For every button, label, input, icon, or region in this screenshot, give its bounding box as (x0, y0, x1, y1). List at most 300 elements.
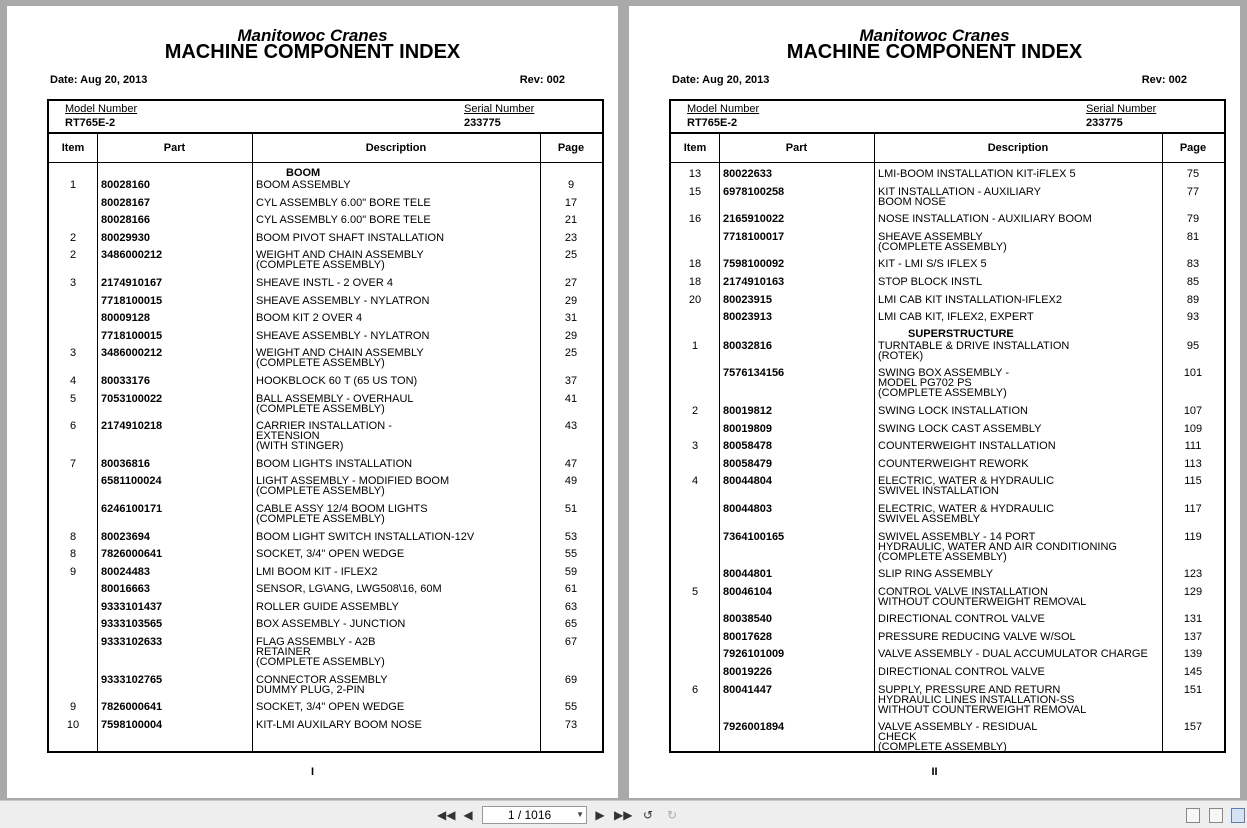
part-number-cell: 80044804 (723, 475, 772, 488)
table-row (49, 531, 602, 542)
page-cell: 21 (564, 214, 578, 227)
column-header-page: Page (1179, 142, 1207, 154)
table-row (49, 232, 602, 243)
column-header-page: Page (557, 142, 585, 154)
table-row (671, 367, 1224, 398)
part-number-cell: 7598100092 (723, 258, 785, 271)
page-cell: 85 (1186, 275, 1200, 288)
description-cell: SHEAVE INSTL - 2 OVER 4 (256, 276, 393, 289)
description-cell: LMI-BOOM INSTALLATION KIT-iFLEX 5 (878, 168, 1076, 180)
page-cell: 139 (1183, 648, 1203, 661)
table-row (671, 613, 1224, 624)
page-cell: 63 (564, 600, 578, 613)
page-cell: 31 (564, 312, 578, 325)
model-number-value: RT765E-2 (687, 117, 738, 129)
part-number-cell: 2174910167 (101, 276, 163, 289)
item-cell: 7 (69, 457, 77, 470)
single-page-view-icon[interactable] (1186, 808, 1200, 823)
description-cell: HOOKBLOCK 60 T (65 US TON) (256, 374, 418, 387)
page-cell: 27 (564, 276, 578, 289)
part-number-cell: 7598100004 (101, 718, 163, 731)
item-cell: 13 (688, 168, 702, 180)
part-number-cell: 80028167 (101, 196, 150, 209)
page-cell: 101 (1183, 367, 1203, 380)
item-cell: 18 (688, 258, 702, 271)
description-cell: BOOM LIGHTS INSTALLATION (256, 457, 413, 470)
item-cell: 6 (691, 683, 699, 696)
item-cell (49, 330, 97, 341)
page-cell: 69 (564, 673, 578, 686)
part-number-cell: 7826000641 (101, 548, 163, 561)
item-cell (671, 367, 719, 398)
page-cell: 129 (1183, 585, 1203, 598)
page-cell: 81 (1186, 230, 1200, 243)
description-cell: SLIP RING ASSEMBLY (878, 568, 994, 581)
description-cell: FLAG ASSEMBLY - A2B RETAINER (COMPLETE ASSEMBLY) (256, 636, 385, 669)
serial-number-value: 233775 (1086, 117, 1123, 129)
table-body (671, 168, 1224, 759)
table-row (671, 586, 1224, 607)
page-cell: 67 (564, 636, 578, 649)
page-cell: 109 (1183, 422, 1203, 435)
page-cell: 61 (564, 583, 578, 596)
part-number-cell: 7053100022 (101, 392, 163, 405)
page-cell: 43 (564, 420, 578, 433)
description-cell: SWING LOCK INSTALLATION (878, 404, 1028, 417)
description-cell: TURNTABLE & DRIVE INSTALLATION (ROTEK) (878, 339, 1070, 362)
company-name: Manitowoc Cranes (859, 26, 1010, 45)
table-row (671, 458, 1224, 469)
page-cell: 115 (1184, 475, 1202, 488)
page-cell: 41 (564, 392, 578, 405)
part-number-cell: 9333101437 (101, 600, 163, 613)
item-cell (49, 674, 97, 695)
description-cell: PRESSURE REDUCING VALVE W/SOL (878, 630, 1076, 643)
page-cell: 157 (1183, 721, 1203, 734)
table-row (671, 631, 1224, 642)
description-cell: CONNECTOR ASSEMBLY DUMMY PLUG, 2-PIN (256, 673, 388, 696)
document-page-1 (7, 6, 618, 798)
part-number-cell: 6581100024 (101, 475, 162, 488)
table-row (671, 666, 1224, 677)
document-title: MACHINE COMPONENT INDEX (786, 41, 1083, 63)
page-cell: 145 (1183, 666, 1203, 679)
page-cell: 151 (1183, 683, 1203, 696)
item-cell (49, 475, 97, 496)
part-number-cell: 80019226 (723, 666, 772, 679)
table-row (671, 311, 1224, 322)
description-cell: BOOM LIGHT SWITCH INSTALLATION-12V (256, 530, 475, 543)
part-number-cell: 80032816 (723, 339, 772, 352)
table-row (49, 566, 602, 577)
model-number-value: RT765E-2 (65, 117, 116, 129)
item-cell: 8 (69, 548, 77, 561)
page-cell: 65 (564, 618, 578, 631)
table-row (49, 249, 602, 270)
table-row (49, 312, 602, 323)
description-cell: SHEAVE ASSEMBLY (COMPLETE ASSEMBLY) (878, 230, 1007, 253)
page-cell: 53 (564, 530, 578, 543)
description-cell: BOOM PIVOT SHAFT INSTALLATION (256, 231, 445, 244)
description-cell: SENSOR, LG\ANG, LWG508\16, 60M (256, 583, 442, 596)
page-cell: 89 (1186, 293, 1200, 306)
table-row (49, 197, 602, 208)
item-cell: 15 (688, 185, 702, 198)
page-cell: 95 (1186, 339, 1200, 352)
part-number-cell: 80019812 (723, 404, 772, 417)
part-number-cell: 7926101009 (723, 648, 785, 661)
item-cell: 5 (691, 585, 699, 598)
page-number: II (931, 766, 938, 778)
item-cell (671, 231, 719, 252)
viewer-toolbar (0, 800, 1247, 828)
table-row (49, 347, 602, 368)
table-row (49, 548, 602, 559)
page-cell: 25 (564, 249, 578, 262)
divider (49, 162, 602, 163)
page-cell: 25 (564, 347, 578, 360)
description-cell: BOOM ASSEMBLY (256, 179, 351, 191)
item-cell (671, 666, 719, 677)
divider (671, 162, 1224, 163)
item-cell (671, 721, 719, 752)
page-cell: 59 (564, 565, 578, 578)
description-cell: LMI CAB KIT INSTALLATION-IFLEX2 (878, 293, 1062, 306)
description-cell: DIRECTIONAL CONTROL VALVE (878, 613, 1045, 626)
part-number-cell: 80033176 (101, 374, 150, 387)
description-cell: SWING BOX ASSEMBLY - MODEL PG702 PS (COMPLETE ASSEMBLY) (878, 367, 1010, 400)
page-cell: 55 (564, 548, 578, 561)
part-number-cell: 80017628 (723, 630, 772, 643)
part-number-cell: 80023913 (723, 311, 772, 324)
part-number-cell: 9333102765 (101, 673, 163, 686)
page-cell: 37 (564, 374, 578, 387)
divider (671, 132, 1224, 134)
page-cell: 17 (564, 196, 578, 209)
description-cell: SWIVEL ASSEMBLY - 14 PORT HYDRAULIC, WATER AND AIR CONDITIONING (COMPLETE ASSEMBLY) (878, 530, 1117, 563)
description-cell: ELECTRIC, WATER & HYDRAULIC SWIVEL INSTALLATION (878, 475, 1055, 498)
description-cell: BALL ASSEMBLY - OVERHAUL (COMPLETE ASSEMBLY) (256, 392, 414, 415)
page-cell: 29 (564, 294, 578, 307)
part-number-cell: 7364100165 (723, 530, 785, 543)
part-number-cell: 80024483 (101, 565, 150, 578)
description-cell: BOOM KIT 2 OVER 4 (256, 312, 363, 325)
table-row (49, 618, 602, 629)
description-cell: COUNTERWEIGHT INSTALLATION (878, 440, 1056, 453)
column-header-part: Part (785, 142, 808, 154)
description-cell: SUPPLY, PRESSURE AND RETURN HYDRAULIC LINES INSTALLATION-SS WITHOUT COUNTERWEIGHT REMOVAL (878, 683, 1087, 716)
part-number-cell: 80009128 (101, 312, 150, 325)
item-cell (49, 636, 97, 667)
item-cell (49, 503, 97, 524)
table-row (49, 503, 602, 524)
item-cell: 3 (69, 276, 77, 289)
table-row (671, 213, 1224, 224)
table-row (49, 674, 602, 695)
table-body (49, 168, 602, 736)
part-number-cell: 7718100017 (723, 230, 785, 243)
item-cell: 8 (69, 530, 77, 543)
description-cell: VALVE ASSEMBLY - RESIDUAL CHECK (COMPLETE ASSEMBLY) (878, 721, 1038, 754)
table-row (671, 503, 1224, 524)
description-cell: LMI CAB KIT, IFLEX2, EXPERT (878, 311, 1034, 324)
next-page-icon[interactable]: ▶ (595, 808, 605, 822)
part-number-cell: 9333103565 (101, 618, 163, 631)
part-number-cell: 80041447 (723, 683, 772, 696)
page-cell: 117 (1184, 502, 1202, 515)
model-number-label: Model Number (687, 103, 760, 115)
item-cell (671, 648, 719, 659)
item-cell (671, 531, 719, 562)
page-cell: 9 (567, 179, 575, 191)
part-number-cell: 80044801 (723, 568, 772, 581)
prev-page-icon[interactable]: ◀ (463, 808, 473, 822)
table-row (49, 393, 602, 414)
item-cell: 4 (691, 475, 699, 488)
page-cell: 51 (564, 502, 578, 515)
last-page-icon[interactable]: ▶▶ (614, 808, 633, 822)
page-number-field[interactable] (482, 806, 587, 824)
table-row (49, 277, 602, 288)
table-row (49, 636, 602, 667)
part-number-cell: 6978100258 (723, 185, 785, 198)
table-row (671, 340, 1224, 361)
item-cell (671, 613, 719, 624)
table-row (49, 214, 602, 225)
part-number-cell: 9333102633 (101, 636, 163, 649)
part-number-cell: 2174910163 (723, 275, 785, 288)
table-row (671, 231, 1224, 252)
item-cell: 16 (688, 213, 702, 226)
serial-number-value: 233775 (464, 117, 501, 129)
part-number-cell: 3486000212 (101, 347, 163, 360)
serial-number-label: Serial Number (1086, 103, 1157, 115)
table-row (671, 294, 1224, 305)
page-cell: 107 (1183, 404, 1203, 417)
item-cell (671, 458, 719, 469)
document-page-2 (629, 6, 1240, 798)
item-cell (49, 214, 97, 225)
table-row (671, 568, 1224, 579)
first-page-icon[interactable]: ◀◀ (437, 808, 456, 822)
description-cell: CARRIER INSTALLATION - EXTENSION (WITH STINGER) (256, 420, 392, 453)
date-text: Date: Aug 20, 2013 (672, 74, 770, 86)
description-cell: CABLE ASSY 12/4 BOOM LIGHTS (COMPLETE ASSEMBLY) (256, 502, 428, 525)
description-cell: KIT-LMI AUXILARY BOOM NOSE (256, 718, 422, 731)
item-cell (671, 631, 719, 642)
back-view-icon[interactable]: ↺ (642, 808, 654, 822)
item-cell: 6 (69, 420, 77, 433)
part-number-cell: 80046104 (723, 585, 772, 598)
description-cell: SOCKET, 3/4" OPEN WEDGE (256, 548, 405, 561)
company-name: Manitowoc Cranes (237, 26, 388, 45)
page-cell: 79 (1186, 213, 1200, 226)
page-cell: 111 (1184, 440, 1202, 453)
item-cell (671, 568, 719, 579)
item-cell: 5 (69, 392, 77, 405)
item-cell: 3 (69, 347, 77, 360)
table-row (49, 601, 602, 612)
table-row (49, 583, 602, 594)
part-number-cell: 7718100015 (101, 329, 163, 342)
table-row (671, 186, 1224, 207)
continuous-view-icon[interactable] (1209, 808, 1223, 823)
part-number-cell: 80022633 (723, 168, 772, 180)
item-cell (49, 197, 97, 208)
revision-text: Rev: 002 (1141, 74, 1187, 86)
item-cell (49, 601, 97, 612)
facing-pages-view-icon[interactable] (1231, 808, 1245, 823)
item-cell (49, 618, 97, 629)
item-cell: 3 (691, 440, 699, 453)
description-cell: SWING LOCK CAST ASSEMBLY (878, 422, 1042, 435)
section-heading: BOOM (286, 167, 321, 179)
page-cell: 23 (564, 231, 578, 244)
table-row (49, 295, 602, 306)
item-cell (49, 583, 97, 594)
description-cell: CYL ASSEMBLY 6.00" BORE TELE (256, 214, 431, 227)
item-cell: 1 (691, 339, 699, 352)
description-cell: KIT - LMI S/S IFLEX 5 (878, 258, 987, 271)
item-cell: 9 (69, 701, 77, 714)
table-row (49, 701, 602, 712)
column-header-description: Description (365, 142, 427, 154)
table-row (671, 475, 1224, 496)
section-heading: SUPERSTRUCTURE (908, 327, 1014, 340)
part-number-cell: 3486000212 (101, 249, 163, 262)
model-number-label: Model Number (65, 103, 138, 115)
part-number-cell: 80036816 (101, 457, 150, 470)
page-cell: 137 (1183, 630, 1203, 643)
table-row (49, 375, 602, 386)
page-cell: 83 (1186, 258, 1200, 271)
page-cell: 131 (1183, 613, 1203, 626)
item-cell: 9 (69, 565, 77, 578)
page-cell: 113 (1184, 457, 1202, 470)
item-cell (671, 503, 719, 524)
description-cell: CONTROL VALVE INSTALLATION WITHOUT COUNTERWEIGHT REMOVAL (878, 585, 1087, 608)
description-cell: DIRECTIONAL CONTROL VALVE (878, 666, 1045, 679)
description-cell: KIT INSTALLATION - AUXILIARY BOOM NOSE (878, 185, 1042, 208)
part-number-cell: 2174910218 (101, 420, 163, 433)
description-cell: WEIGHT AND CHAIN ASSEMBLY (COMPLETE ASSEMBLY) (256, 347, 424, 370)
table-row (49, 330, 602, 341)
part-number-cell: 7826000641 (101, 701, 163, 714)
item-cell: 1 (69, 179, 77, 191)
index-table (47, 99, 604, 753)
description-cell: NOSE INSTALLATION - AUXILIARY BOOM (878, 213, 1092, 226)
item-cell: 2 (691, 404, 699, 417)
part-number-cell: 80038540 (723, 613, 772, 626)
part-number-cell: 80023915 (723, 293, 772, 306)
part-number-cell: 6246100171 (101, 502, 163, 515)
table-row (49, 179, 602, 190)
item-cell (49, 295, 97, 306)
column-header-item: Item (683, 142, 707, 154)
page-cell: 75 (1186, 168, 1200, 180)
part-number-cell: 80019809 (723, 422, 772, 435)
table-row (671, 276, 1224, 287)
part-number-cell: 80016663 (101, 583, 150, 596)
item-cell: 4 (69, 374, 77, 387)
table-row (671, 440, 1224, 451)
description-cell: SHEAVE ASSEMBLY - NYLATRON (256, 329, 430, 342)
part-number-cell: 2165910022 (723, 213, 785, 226)
part-number-cell: 7926001894 (723, 721, 785, 734)
page-field-text: 1 / 1016 (507, 808, 552, 822)
table-row (671, 258, 1224, 269)
table-row (671, 168, 1224, 179)
part-number-cell: 80028160 (101, 179, 150, 191)
divider (49, 132, 602, 134)
table-row (671, 684, 1224, 715)
column-header-description: Description (987, 142, 1049, 154)
description-cell: CYL ASSEMBLY 6.00" BORE TELE (256, 196, 431, 209)
page-cell: 55 (564, 701, 578, 714)
part-number-cell: 80028166 (101, 214, 150, 227)
page-cell: 47 (564, 457, 578, 470)
item-cell: 18 (688, 275, 702, 288)
table-row (49, 719, 602, 730)
description-cell: VALVE ASSEMBLY - DUAL ACCUMULATOR CHARGE (878, 648, 1148, 661)
part-number-cell: 80044803 (723, 502, 772, 515)
item-cell (671, 423, 719, 434)
table-row (671, 648, 1224, 659)
date-text: Date: Aug 20, 2013 (50, 74, 148, 86)
description-cell: COUNTERWEIGHT REWORK (878, 457, 1029, 470)
column-header-item: Item (61, 142, 85, 154)
table-row (49, 458, 602, 469)
page-cell: 123 (1183, 568, 1203, 581)
page-cell: 29 (564, 329, 578, 342)
part-number-cell: 7718100015 (101, 294, 163, 307)
index-table (669, 99, 1226, 753)
page-cell: 77 (1186, 185, 1200, 198)
table-row (671, 405, 1224, 416)
chevron-down-icon[interactable]: ▼ (576, 810, 584, 819)
item-cell: 2 (69, 231, 77, 244)
page-number: I (310, 766, 315, 778)
description-cell: LIGHT ASSEMBLY - MODIFIED BOOM (COMPLETE ASSEMBLY) (256, 475, 450, 498)
revision-text: Rev: 002 (519, 74, 565, 86)
serial-number-label: Serial Number (464, 103, 535, 115)
page-cell: 73 (564, 718, 578, 731)
forward-view-icon[interactable]: ↻ (666, 808, 678, 822)
description-cell: WEIGHT AND CHAIN ASSEMBLY (COMPLETE ASSEMBLY) (256, 249, 424, 272)
part-number-cell: 80058479 (723, 457, 772, 470)
part-number-cell: 80029930 (101, 231, 150, 244)
description-cell: STOP BLOCK INSTL (878, 275, 983, 288)
item-cell (671, 311, 719, 322)
item-cell (49, 312, 97, 323)
table-row (49, 475, 602, 496)
description-cell: LMI BOOM KIT - IFLEX2 (256, 565, 378, 578)
table-row (49, 420, 602, 451)
page-cell: 93 (1186, 311, 1200, 324)
table-row (671, 721, 1224, 752)
column-header-part: Part (163, 142, 186, 154)
table-row (671, 423, 1224, 434)
table-row (671, 531, 1224, 562)
description-cell: SHEAVE ASSEMBLY - NYLATRON (256, 294, 430, 307)
description-cell: BOX ASSEMBLY - JUNCTION (256, 618, 406, 631)
page-cell: 119 (1184, 530, 1202, 543)
page-cell: 49 (564, 475, 578, 488)
description-cell: SOCKET, 3/4" OPEN WEDGE (256, 701, 405, 714)
item-cell: 10 (66, 718, 80, 731)
document-title: MACHINE COMPONENT INDEX (164, 41, 461, 63)
part-number-cell: 7576134156 (723, 367, 785, 380)
